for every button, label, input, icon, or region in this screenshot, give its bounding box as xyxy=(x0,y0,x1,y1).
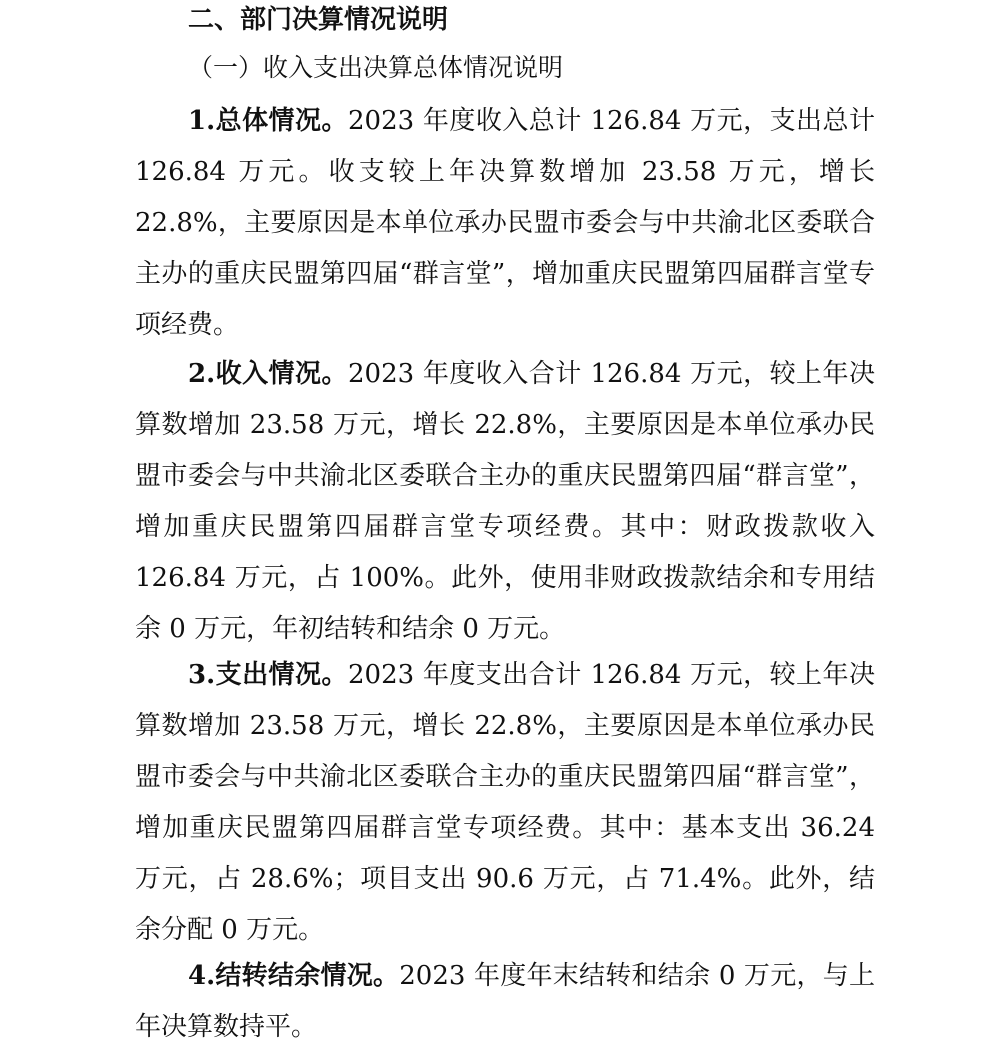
paragraph-body: 2023 年度收入合计 126.84 万元，较上年决算数增加 23.58 万元，增长 22.8%，主要原因是本单位承办民盟市委会与中共渝北区委联合主办的重庆民盟第四届“群言堂”，增加重庆民盟第四届群言堂专项经费。其中：财政拨款收入 126.84 万元，占 100%。此外，使用非财政拨款结余和专用结余 0 万元，年初结转和结余 0 万元。 xyxy=(135,359,875,644)
paragraph-body: 2023 年度收入总计 126.84 万元，支出总计 126.84 万元。收支较上年决算数增加 23.58 万元，增长 22.8%，主要原因是本单位承办民盟市委会与中共渝北区委联合主办的重庆民盟第四届“群言堂”，增加重庆民盟第四届群言堂专项经费。 xyxy=(135,106,875,340)
paragraph-expenditure xyxy=(135,650,875,956)
section-heading: 二、部门决算情况说明 xyxy=(188,5,449,35)
paragraph-carryover xyxy=(135,951,875,1053)
paragraph-heading: 2.收入情况。 xyxy=(188,359,348,389)
paragraph-heading: 4.结转结余情况。 xyxy=(188,961,400,991)
paragraph-heading: 1.总体情况。 xyxy=(188,106,348,136)
paragraph-body: 2023 年度支出合计 126.84 万元，较上年决算数增加 23.58 万元，增长 22.8%，主要原因是本单位承办民盟市委会与中共渝北区委联合主办的重庆民盟第四届“群言堂”，增加重庆民盟第四届群言堂专项经费。其中：基本支出 36.24 万元，占 28.6%；项目支出 90.6 万元，占 71.4%。此外，结余分配 0 万元。 xyxy=(135,660,875,945)
paragraph-overall xyxy=(135,96,875,351)
paragraph-body: 2023 年度年末结转和结余 0 万元，与上年决算数持平。 xyxy=(135,961,875,1042)
paragraph-income xyxy=(135,349,875,655)
paragraph-heading: 3.支出情况。 xyxy=(188,660,348,690)
sub-heading: （一）收入支出决算总体情况说明 xyxy=(188,53,564,82)
